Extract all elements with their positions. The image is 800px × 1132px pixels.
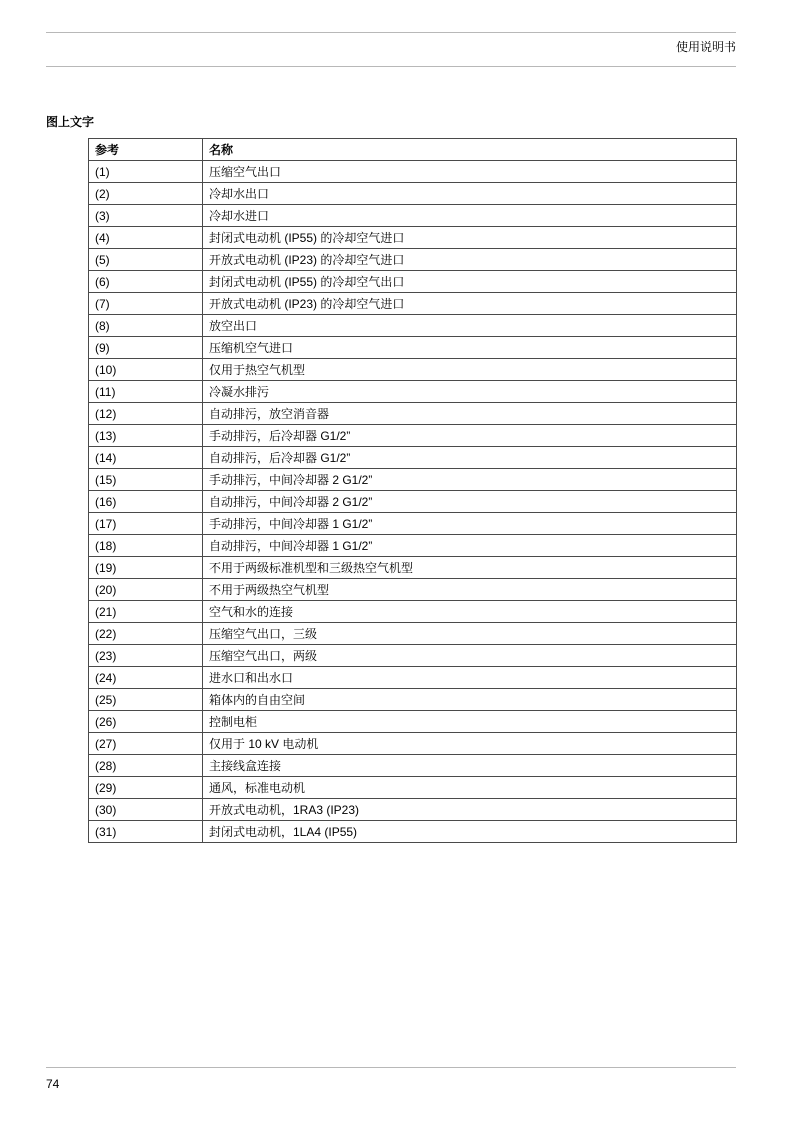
table-row	[89, 535, 737, 557]
reference-cell: (11)	[89, 381, 203, 403]
reference-cell: (18)	[89, 535, 203, 557]
reference-cell: (10)	[89, 359, 203, 381]
table-row	[89, 601, 737, 623]
page-number: 74	[46, 1077, 60, 1091]
reference-cell: (12)	[89, 403, 203, 425]
table-row	[89, 249, 737, 271]
name-cell: 冷却水进口	[203, 205, 737, 227]
reference-cell: (20)	[89, 579, 203, 601]
reference-cell: (28)	[89, 755, 203, 777]
table-row	[89, 337, 737, 359]
table-row	[89, 733, 737, 755]
table-row	[89, 205, 737, 227]
reference-cell: (15)	[89, 469, 203, 491]
reference-cell: (14)	[89, 447, 203, 469]
table-row	[89, 381, 737, 403]
reference-cell: (8)	[89, 315, 203, 337]
reference-cell: (2)	[89, 183, 203, 205]
name-cell: 通风，标准电动机	[203, 777, 737, 799]
name-cell: 仅用于热空气机型	[203, 359, 737, 381]
name-cell: 封闭式电动机，1LA4 (IP55)	[203, 821, 737, 843]
legend-table	[88, 138, 737, 843]
table-row	[89, 359, 737, 381]
table-body	[89, 161, 737, 843]
reference-cell: (30)	[89, 799, 203, 821]
table-row	[89, 227, 737, 249]
table-row	[89, 491, 737, 513]
reference-cell: (17)	[89, 513, 203, 535]
reference-cell: (27)	[89, 733, 203, 755]
name-cell: 封闭式电动机 (IP55) 的冷却空气出口	[203, 271, 737, 293]
reference-cell: (4)	[89, 227, 203, 249]
column-header-name: 名称	[203, 139, 737, 161]
name-cell: 自动排污，中间冷却器 2 G1/2”	[203, 491, 737, 513]
name-cell: 自动排污，后冷却器 G1/2”	[203, 447, 737, 469]
reference-cell: (9)	[89, 337, 203, 359]
table-row	[89, 579, 737, 601]
table-row	[89, 513, 737, 535]
table-row	[89, 403, 737, 425]
table-row	[89, 777, 737, 799]
name-cell: 冷凝水排污	[203, 381, 737, 403]
table-row	[89, 447, 737, 469]
table-row	[89, 271, 737, 293]
reference-cell: (22)	[89, 623, 203, 645]
name-cell: 压缩空气出口，三级	[203, 623, 737, 645]
reference-cell: (24)	[89, 667, 203, 689]
name-cell: 自动排污，放空消音器	[203, 403, 737, 425]
reference-cell: (23)	[89, 645, 203, 667]
name-cell: 手动排污，中间冷却器 1 G1/2”	[203, 513, 737, 535]
table-row	[89, 293, 737, 315]
name-cell: 不用于两级热空气机型	[203, 579, 737, 601]
name-cell: 控制电柜	[203, 711, 737, 733]
reference-cell: (21)	[89, 601, 203, 623]
name-cell: 放空出口	[203, 315, 737, 337]
reference-cell: (29)	[89, 777, 203, 799]
document-title: 使用说明书	[675, 40, 736, 54]
table-row	[89, 315, 737, 337]
name-cell: 压缩空气出口，两级	[203, 645, 737, 667]
reference-cell: (26)	[89, 711, 203, 733]
table-row	[89, 469, 737, 491]
reference-cell: (16)	[89, 491, 203, 513]
name-cell: 开放式电动机，1RA3 (IP23)	[203, 799, 737, 821]
name-cell: 空气和水的连接	[203, 601, 737, 623]
table-row	[89, 667, 737, 689]
name-cell: 仅用于 10 kV 电动机	[203, 733, 737, 755]
column-header-reference: 参考	[89, 139, 203, 161]
table-row	[89, 161, 737, 183]
table-row	[89, 711, 737, 733]
reference-cell: (13)	[89, 425, 203, 447]
table-row	[89, 425, 737, 447]
reference-cell: (3)	[89, 205, 203, 227]
section-title: 图上文字	[46, 115, 95, 129]
header-top-rule	[46, 32, 736, 33]
name-cell: 压缩机空气进口	[203, 337, 737, 359]
name-cell: 不用于两级标准机型和三级热空气机型	[203, 557, 737, 579]
reference-cell: (31)	[89, 821, 203, 843]
name-cell: 压缩空气出口	[203, 161, 737, 183]
header-bottom-rule	[46, 66, 736, 67]
table-row	[89, 821, 737, 843]
reference-cell: (5)	[89, 249, 203, 271]
name-cell: 主接线盒连接	[203, 755, 737, 777]
table-row	[89, 557, 737, 579]
name-cell: 箱体内的自由空间	[203, 689, 737, 711]
name-cell: 开放式电动机 (IP23) 的冷却空气进口	[203, 293, 737, 315]
name-cell: 自动排污，中间冷却器 1 G1/2”	[203, 535, 737, 557]
table-row	[89, 623, 737, 645]
table-row	[89, 645, 737, 667]
table-row	[89, 183, 737, 205]
reference-cell: (25)	[89, 689, 203, 711]
reference-cell: (6)	[89, 271, 203, 293]
name-cell: 手动排污，后冷却器 G1/2”	[203, 425, 737, 447]
name-cell: 手动排污，中间冷却器 2 G1/2”	[203, 469, 737, 491]
footer-rule	[46, 1067, 736, 1068]
table-row	[89, 799, 737, 821]
name-cell: 封闭式电动机 (IP55) 的冷却空气进口	[203, 227, 737, 249]
table-header-row	[89, 139, 737, 161]
table-row	[89, 755, 737, 777]
name-cell: 进水口和出水口	[203, 667, 737, 689]
name-cell: 开放式电动机 (IP23) 的冷却空气进口	[203, 249, 737, 271]
reference-cell: (1)	[89, 161, 203, 183]
reference-cell: (7)	[89, 293, 203, 315]
name-cell: 冷却水出口	[203, 183, 737, 205]
reference-cell: (19)	[89, 557, 203, 579]
table-row	[89, 689, 737, 711]
